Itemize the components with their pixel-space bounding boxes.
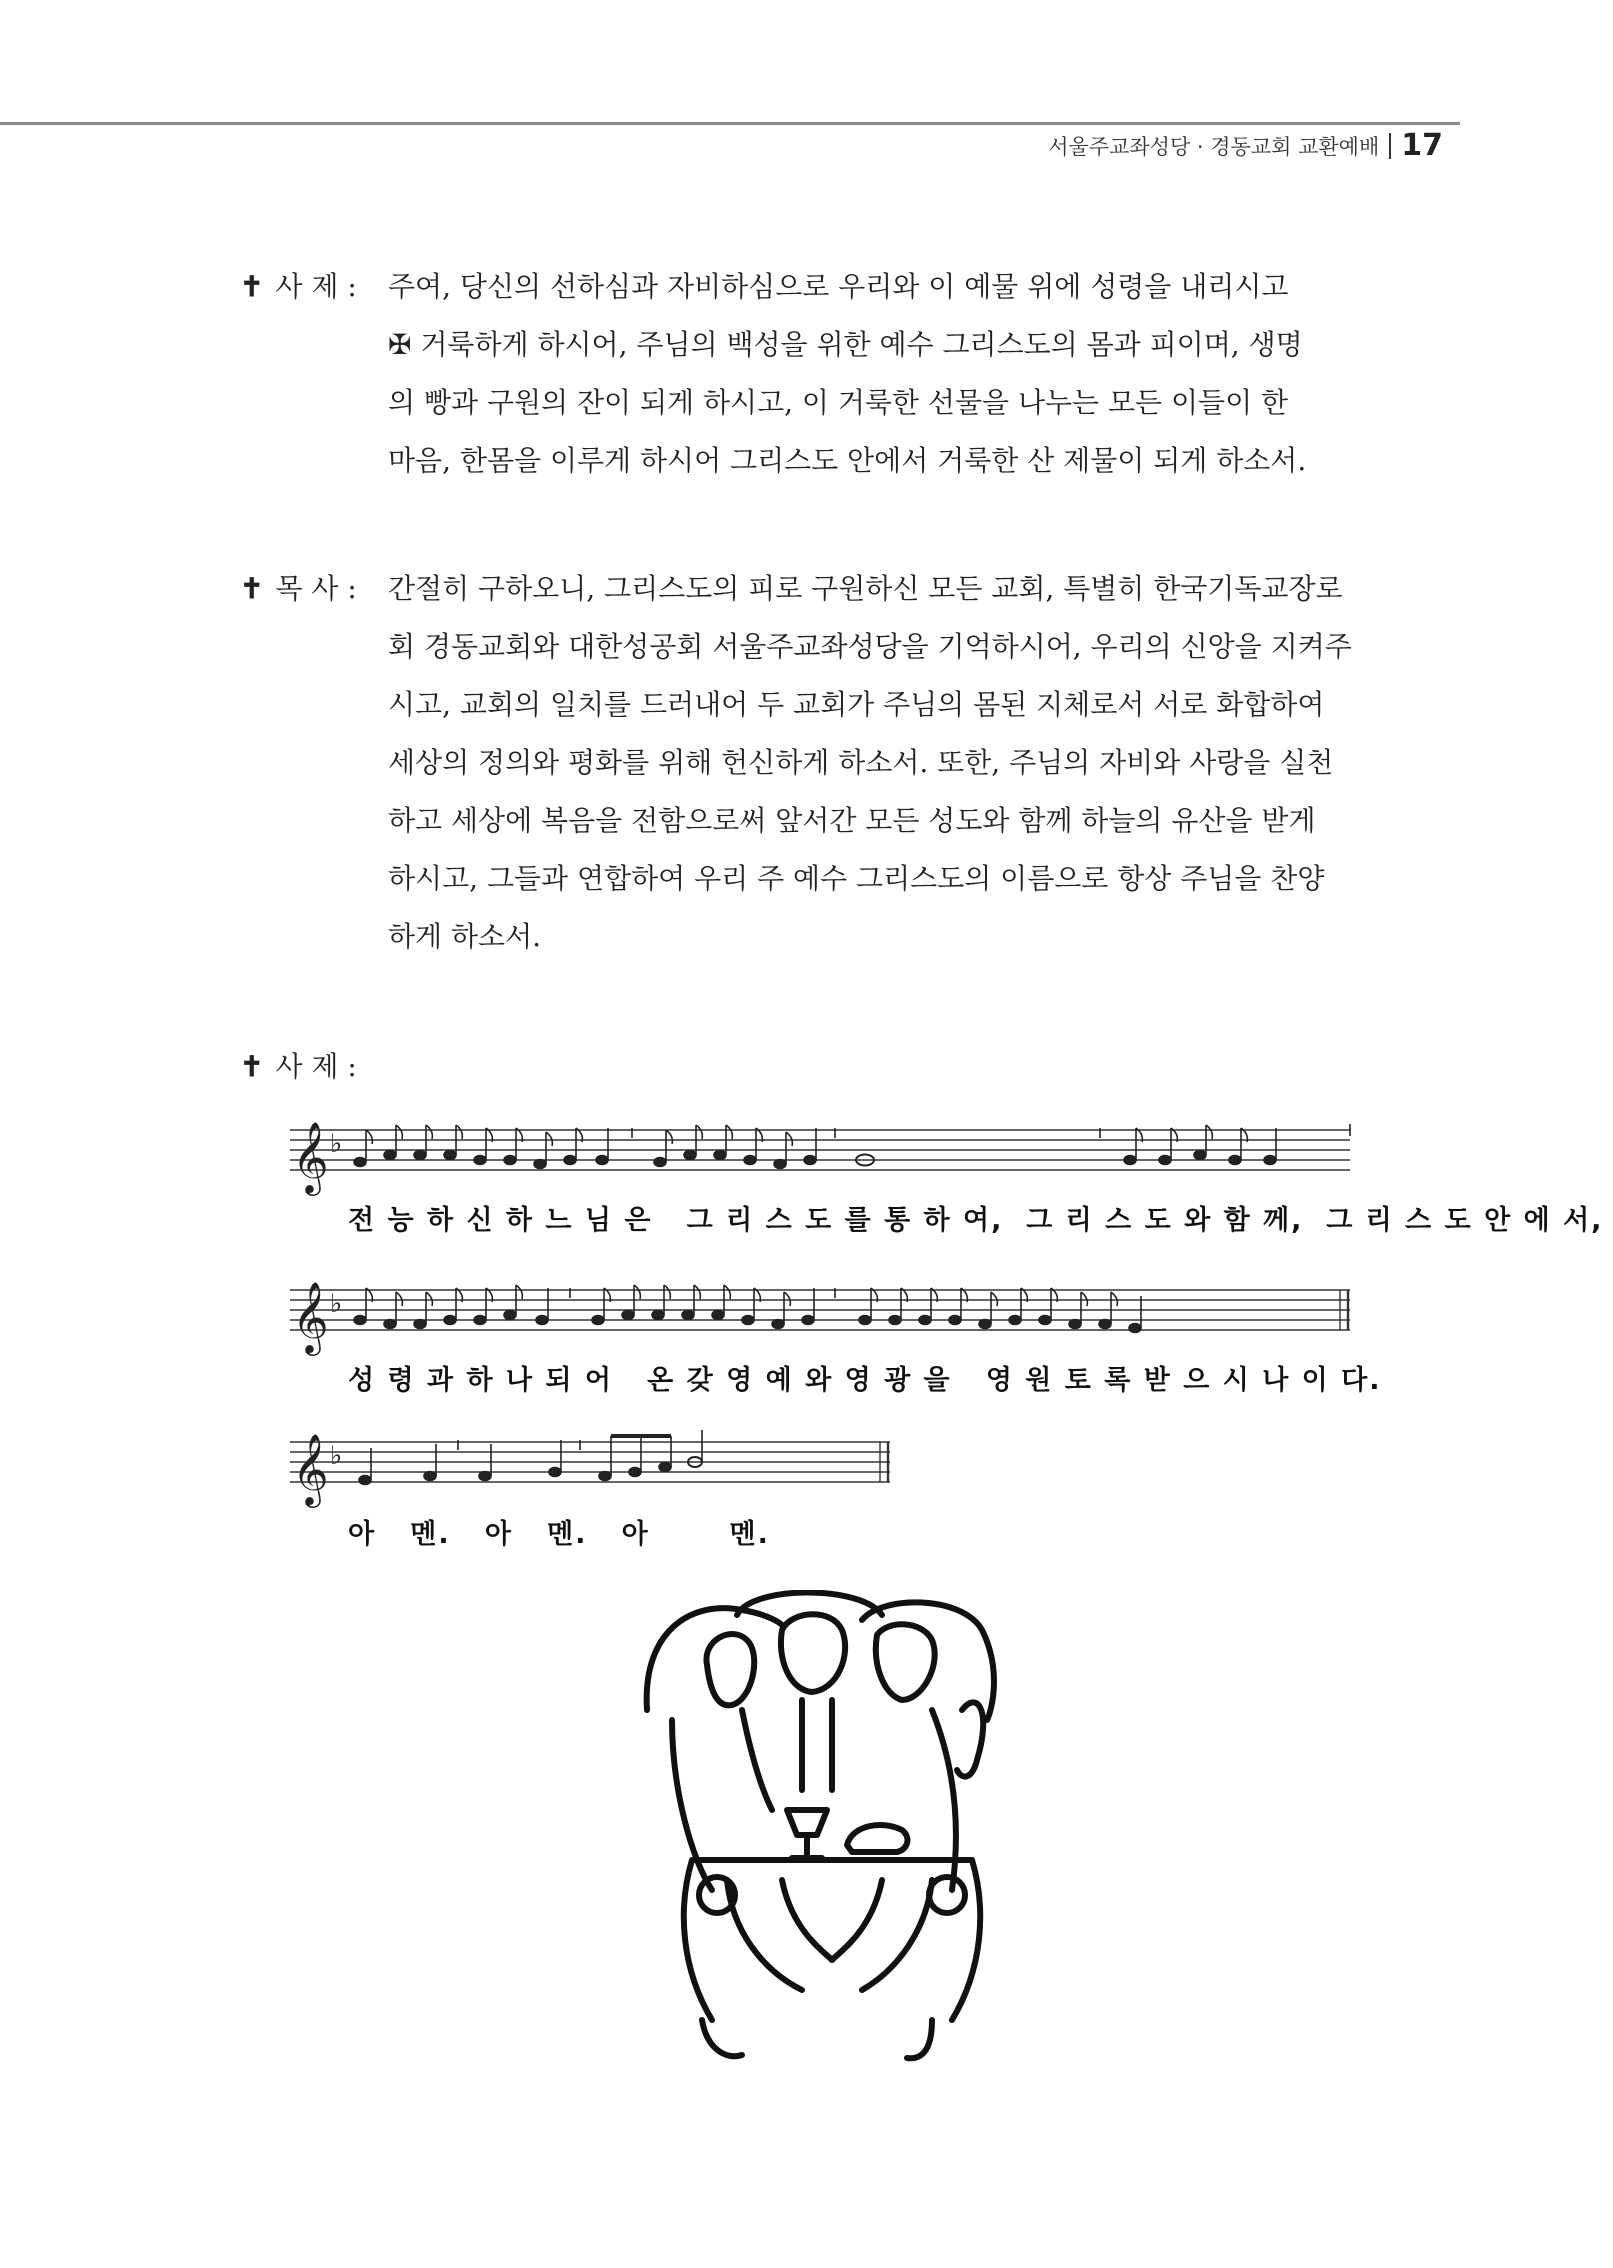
treble-clef-icon: 𝄞 [292,1432,329,1505]
speaker-label [240,1038,415,1096]
speaker-name: 사 제 : [275,1050,357,1083]
text-line: 마음, 한몸을 이루게 하시어 그리스도 안에서 거룩한 산 제물이 되게 하소서. [388,444,1307,477]
music-staff-2 [290,1260,1360,1360]
cross-icon: ✝ [240,1050,264,1083]
lyrics-line-3: 아 멘. 아 멘. 아 멘. [348,1519,770,1550]
flat-icon: ♭ [330,1129,343,1159]
header-title: 서울주교좌성당 · 경동교회 교환예배 [1048,134,1380,159]
treble-clef-icon: 𝄞 [292,1120,329,1193]
lyrics-line-2: 성 령 과 하 나 되 어 온 갖 영 예 와 영 광 을 영 원 토 록 받 으 시 나 이 다. [348,1365,1382,1396]
music-staff-1 [290,1100,1360,1200]
cross-icon: ✝ [240,270,264,303]
flat-icon: ♭ [330,1441,343,1471]
text-line: 회 경동교회와 대한성공회 서울주교좌성당을 기억하시어, 우리의 신앙을 지켜주 [388,630,1352,663]
text-line: 하시고, 그들과 연합하여 우리 주 예수 그리스도의 이름으로 항상 주님을 찬양 [388,862,1325,895]
text-line: 세상의 정의와 평화를 위해 헌신하게 하소서. 또한, 주님의 자비와 사랑을 실천 [388,746,1334,779]
cross-icon: ✝ [240,572,264,605]
text-line: 주여, 당신의 선하심과 자비하심으로 우리와 이 예물 위에 성령을 내리시고 [388,270,1289,303]
page-number: 17 [1401,128,1443,163]
text-line: 간절히 구하오니, 그리스도의 피로 구원하신 모든 교회, 특별히 한국기독교장로 [388,572,1343,605]
speaker-name: 목 사 : [275,572,357,605]
pastor-prayer [240,560,1390,966]
speaker-name: 사 제 : [275,270,357,303]
music-staff-3 [290,1412,910,1512]
header-rule [0,122,1460,125]
text-line: 의 빵과 구원의 잔이 되게 하시고, 이 거룩한 선물을 나누는 모든 이들이 한 [388,386,1289,419]
text-line: 하고 세상에 복음을 전함으로써 앞서간 모든 성도와 함께 하늘의 유산을 받게 [388,804,1316,837]
header-divider [1389,133,1391,159]
running-header [1048,128,1443,163]
lyrics-line-1: 전 능 하 신 하 느 님 은 그 리 스 도 를 통 하 여, 그 리 스 도 와 함 께, 그 리 스 도 안 에 서, [348,1205,1604,1236]
speaker-label [240,258,415,316]
speaker-label [240,560,415,618]
treble-clef-icon: 𝄞 [292,1280,329,1353]
flat-icon: ♭ [330,1289,343,1319]
text-line: 하게 하소서. [388,920,542,953]
priest-prayer-1 [240,258,1390,490]
last-supper-illustration [632,1590,1012,2090]
text-line: 시고, 교회의 일치를 드러내어 두 교회가 주님의 몸된 지체로서 서로 화합하여 [388,688,1325,721]
text-line: ✠ 거룩하게 하시어, 주님의 백성을 위한 예수 그리스도의 몸과 피이며, 생명 [388,328,1303,361]
